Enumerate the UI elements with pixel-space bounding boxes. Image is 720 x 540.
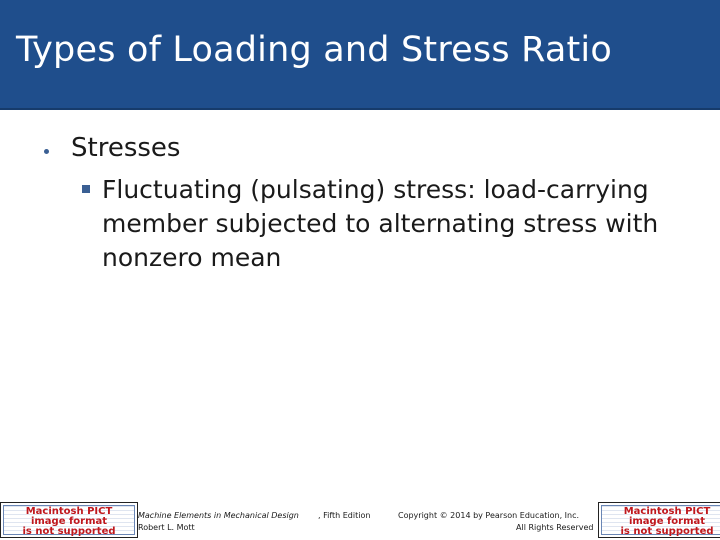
- pict-line: is not supported: [620, 526, 714, 537]
- footer-book-title: Machine Elements in Mechanical Design: [138, 511, 299, 520]
- square-bullet-icon: [82, 185, 90, 193]
- footer-edition: , Fifth Edition: [318, 511, 371, 520]
- footer-author: Robert L. Mott: [138, 523, 195, 532]
- pict-placeholder-right: [598, 502, 720, 538]
- slide-title: Types of Loading and Stress Ratio: [16, 30, 612, 70]
- bullet-text: Stresses: [71, 133, 181, 163]
- pict-line: Macintosh PICT: [623, 506, 711, 517]
- pict-line: Macintosh PICT: [25, 506, 113, 517]
- pict-placeholder-left: [0, 502, 138, 538]
- bullet-dot-icon: [44, 149, 49, 154]
- pict-line: is not supported: [22, 526, 116, 537]
- pict-line: image format: [30, 516, 108, 527]
- pict-line: image format: [628, 516, 706, 527]
- footer-copyright: Copyright © 2014 by Pearson Education, Inc.: [398, 511, 580, 520]
- footer-rights: All Rights Reserved: [516, 523, 594, 532]
- title-bar: [0, 0, 720, 110]
- sub-bullet-text: Fluctuating (pulsating) stress: load-carrying member subjected to alternating stress with nonzero mean: [102, 175, 675, 272]
